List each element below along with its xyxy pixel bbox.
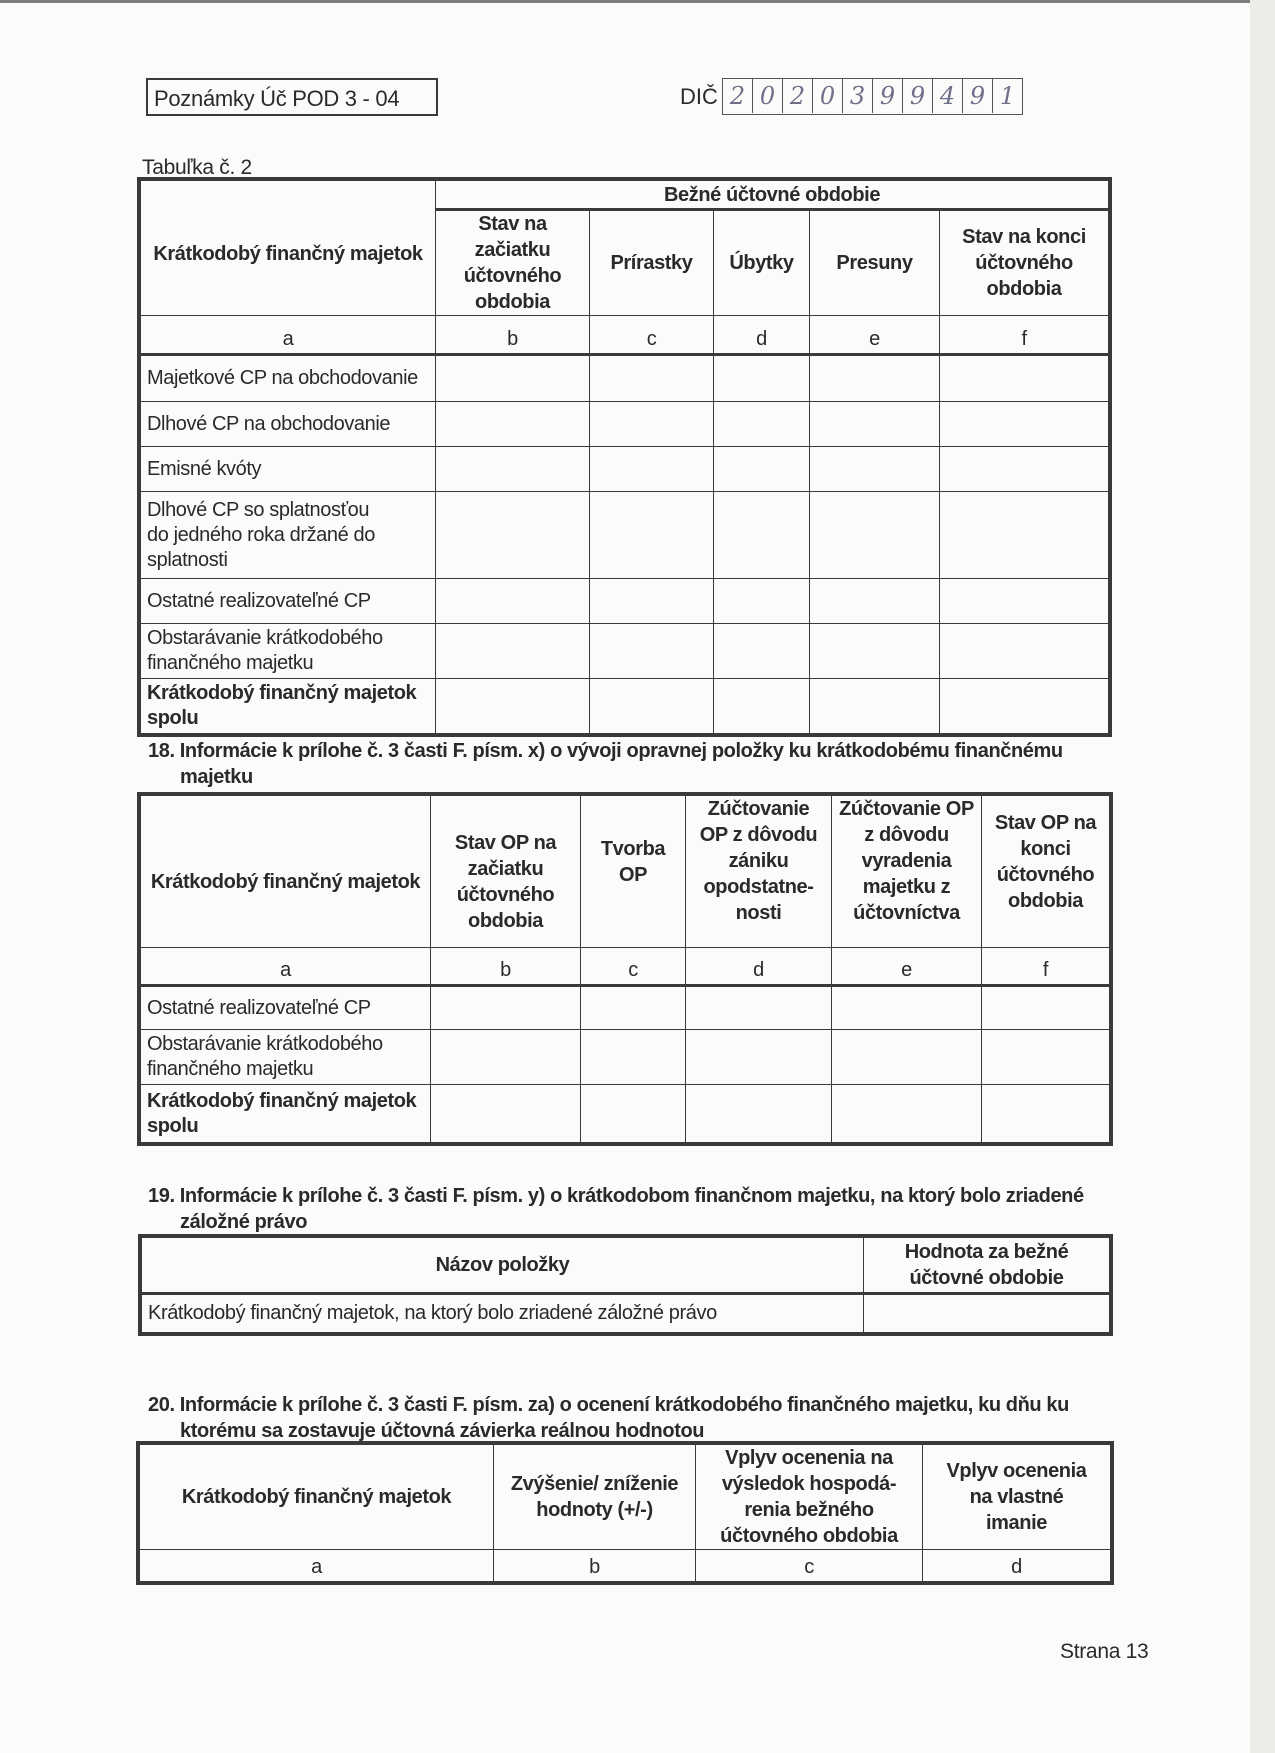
value-cell[interactable] (686, 1085, 832, 1143)
row-label: Emisné kvóty (141, 447, 436, 492)
row-label: Obstarávanie krátkodobého finančného majetku (141, 1030, 431, 1085)
dic-digit[interactable]: 3 (843, 79, 873, 113)
value-cell[interactable] (436, 579, 590, 624)
dic-digit[interactable]: 1 (999, 82, 1016, 110)
value-cell[interactable] (686, 986, 832, 1030)
value-cell[interactable] (832, 1085, 982, 1143)
value-cell[interactable] (431, 986, 581, 1030)
table2-caption: Tabuľka č. 2 (142, 156, 252, 179)
scan-top-border (0, 0, 1250, 3)
table2-col-header: Prírastky (590, 210, 714, 316)
col-letter: e (832, 948, 982, 986)
dic-digit[interactable]: 0 (813, 79, 843, 113)
value-cell[interactable] (714, 447, 810, 492)
value-cell[interactable] (590, 679, 714, 734)
col-letter: f (982, 948, 1110, 986)
value-cell[interactable] (810, 355, 940, 402)
value-cell[interactable] (810, 579, 940, 624)
value-cell[interactable] (714, 624, 810, 679)
value-cell[interactable] (714, 492, 810, 579)
dic-digit[interactable]: 4 (933, 79, 963, 113)
col-letter: a (140, 1550, 494, 1582)
table2-col-header: Úbytky (714, 210, 810, 316)
col-letter: a (141, 948, 431, 986)
dic-label: DIČ (680, 84, 718, 109)
dic-digit[interactable]: 9 (903, 79, 933, 113)
section20-title: 20. Informácie k prílohe č. 3 časti F. písm. za) o ocenení krátkodobého finančného majetku, ku dňu ku ktorému sa zostavuje účtovná závierka reálnou hodnotou (148, 1394, 1069, 1442)
value-cell[interactable] (590, 624, 714, 679)
value-cell[interactable] (590, 579, 714, 624)
row-label: Dlhové CP so splatnosťou do jedného roka držané do splatnosti (141, 492, 436, 579)
table2 (140, 180, 1109, 734)
value-cell[interactable] (436, 447, 590, 492)
value-cell[interactable] (581, 1030, 686, 1085)
table-row (141, 1030, 1110, 1085)
section18-col-header: Stav OP na konci účtovného obdobia (982, 796, 1110, 948)
value-cell[interactable] (940, 402, 1109, 447)
value-cell[interactable] (431, 1085, 581, 1143)
section19-table (141, 1237, 1110, 1333)
col-letter: f (940, 316, 1109, 355)
value-cell[interactable] (940, 679, 1109, 734)
table-row (141, 402, 1109, 447)
section20-col-header: Zvýšenie/ zníženie hodnoty (+/-) (494, 1445, 696, 1550)
col-letter: e (810, 316, 940, 355)
value-cell[interactable] (686, 1030, 832, 1085)
col-letter: d (923, 1550, 1111, 1582)
col-letter: b (431, 948, 581, 986)
value-cell[interactable] (810, 492, 940, 579)
value-cell[interactable] (581, 1085, 686, 1143)
dic-digit[interactable]: 9 (873, 79, 903, 113)
value-cell[interactable] (436, 624, 590, 679)
section20-col-header: Vplyv ocenenia na vlastné imanie (923, 1445, 1111, 1550)
value-cell[interactable] (810, 402, 940, 447)
form-title: Poznámky Úč POD 3 - 04 (154, 86, 400, 111)
table-row (141, 624, 1109, 679)
form-title-box (146, 78, 438, 116)
section18-col-header: Stav OP na začiatku účtovného obdobia (431, 796, 581, 948)
row-label: Krátkodobý finančný majetok, na ktorý bolo zriadené záložné právo (142, 1294, 864, 1333)
value-cell[interactable] (940, 492, 1109, 579)
value-cell[interactable] (436, 355, 590, 402)
value-cell[interactable] (940, 355, 1109, 402)
value-cell[interactable] (436, 402, 590, 447)
value-cell[interactable] (832, 986, 982, 1030)
section20-col-header: Vplyv ocenenia na výsledok hospodá-renia bežného účtovného obdobia (696, 1445, 923, 1550)
table2-col-header: Presuny (810, 210, 940, 316)
row-label: Majetkové CP na obchodovanie (141, 355, 436, 402)
value-cell[interactable] (982, 986, 1110, 1030)
section18-col-header: Tvorba OP (581, 796, 686, 948)
table2-header-item (141, 181, 436, 316)
table-row-total (141, 679, 1109, 734)
value-cell[interactable] (940, 447, 1109, 492)
section20-col-header: Krátkodobý finančný majetok (140, 1445, 494, 1550)
section18-col-header: Zúčtovanie OP z dôvodu zániku opodstatne-nosti (686, 796, 832, 948)
value-cell[interactable] (436, 679, 590, 734)
table2-col-header: Stav na konci účtovného obdobia (940, 210, 1109, 316)
value-cell[interactable] (982, 1085, 1110, 1143)
table-row-total (141, 1085, 1110, 1143)
header-text: Krátkodobý finančný majetok (153, 243, 423, 265)
table-row (141, 579, 1109, 624)
section18-title: 18. Informácie k prílohe č. 3 časti F. písm. x) o vývoji opravnej položky ku krátkodobému finančnému majetku (148, 740, 1063, 788)
value-cell[interactable] (436, 492, 590, 579)
table2-group-header: Bežné účtovné obdobie (436, 181, 1109, 210)
section19-col-name: Názov položky (142, 1238, 864, 1294)
section19-col-value: Hodnota za bežné účtovné obdobie (864, 1238, 1110, 1294)
value-cell[interactable] (590, 492, 714, 579)
row-label: Dlhové CP na obchodovanie (141, 402, 436, 447)
table-row (141, 986, 1110, 1030)
value-cell[interactable] (864, 1294, 1110, 1333)
page-number: Strana 13 (1060, 1640, 1149, 1663)
col-letter: b (436, 316, 590, 355)
value-cell[interactable] (714, 355, 810, 402)
dic-field[interactable] (722, 78, 1023, 115)
value-cell[interactable] (810, 624, 940, 679)
value-cell[interactable] (714, 402, 810, 447)
scan-edge (1250, 0, 1275, 1753)
table-row (141, 355, 1109, 402)
table2-col-header: Stav na začiatku účtovného obdobia (436, 210, 590, 316)
row-label: Krátkodobý finančný majetok spolu (141, 679, 436, 734)
col-letter: c (581, 948, 686, 986)
col-letter: d (714, 316, 810, 355)
value-cell[interactable] (810, 679, 940, 734)
row-label: Ostatné realizovateľné CP (141, 579, 436, 624)
dic-digit[interactable]: 9 (963, 79, 993, 113)
value-cell[interactable] (590, 355, 714, 402)
value-cell[interactable] (940, 579, 1109, 624)
value-cell[interactable] (714, 579, 810, 624)
section20-table (139, 1444, 1111, 1582)
row-label: Obstarávanie krátkodobého finančného majetku (141, 624, 436, 679)
value-cell[interactable] (581, 986, 686, 1030)
table-row (141, 447, 1109, 492)
col-letter: b (494, 1550, 696, 1582)
value-cell[interactable] (590, 447, 714, 492)
col-letter: c (696, 1550, 923, 1582)
section18-col-header: Zúčtovanie OP z dôvodu vyradenia majetku z účtovníctva (832, 796, 982, 948)
dic-digit[interactable]: 2 (783, 79, 813, 113)
col-letter: d (686, 948, 832, 986)
section18-table (140, 795, 1110, 1143)
section19-title: 19. Informácie k prílohe č. 3 časti F. písm. y) o krátkodobom finančnom majetku, na ktorý bolo zriadené záložné právo (148, 1185, 1084, 1233)
value-cell[interactable] (590, 402, 714, 447)
dic-digit[interactable]: 0 (753, 79, 783, 113)
value-cell[interactable] (832, 1030, 982, 1085)
value-cell[interactable] (810, 447, 940, 492)
dic-digit[interactable]: 2 (723, 79, 753, 113)
value-cell[interactable] (940, 624, 1109, 679)
row-label: Krátkodobý finančný majetok spolu (141, 1085, 431, 1143)
row-label: Ostatné realizovateľné CP (141, 986, 431, 1030)
table-row (141, 492, 1109, 579)
col-letter: a (141, 316, 436, 355)
col-letter: c (590, 316, 714, 355)
value-cell[interactable] (431, 1030, 581, 1085)
value-cell[interactable] (714, 679, 810, 734)
table-row (142, 1294, 1110, 1333)
value-cell[interactable] (982, 1030, 1110, 1085)
section18-header-item: Krátkodobý finančný majetok (141, 796, 431, 948)
